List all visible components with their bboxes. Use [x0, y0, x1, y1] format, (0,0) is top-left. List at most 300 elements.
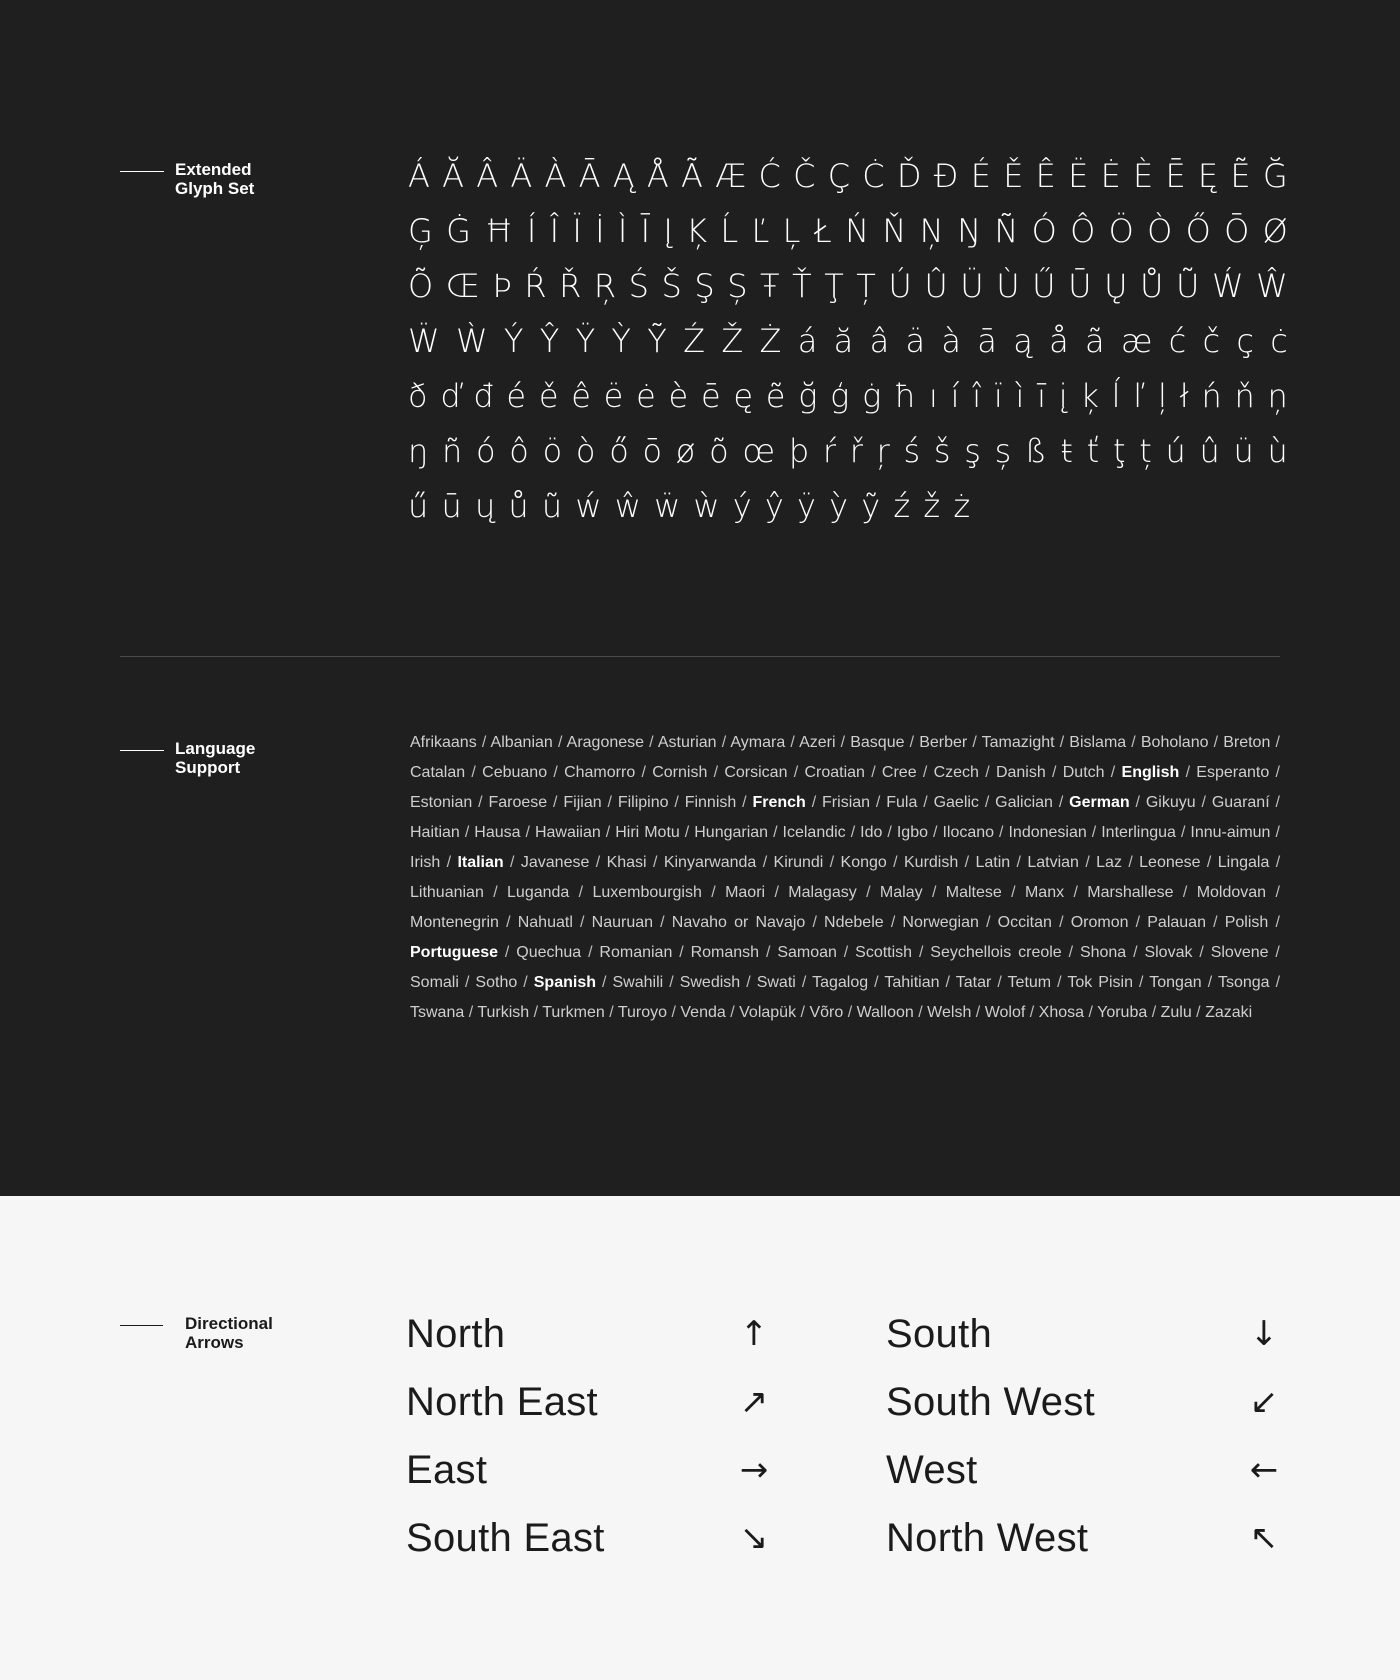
glyph: ő — [609, 431, 629, 470]
language-item: Cornish — [652, 764, 708, 781]
arrows-section-label — [120, 1314, 273, 1352]
direction-row — [406, 1504, 776, 1572]
language-item: Azeri — [799, 734, 836, 751]
language-separator: / — [660, 914, 665, 931]
glyph-set-label: Extended Glyph Set — [175, 160, 255, 198]
language-item: Czech — [933, 764, 979, 781]
glyph: è — [668, 376, 689, 415]
language-item: Latvian — [1027, 854, 1079, 871]
glyph: ř — [849, 431, 863, 470]
direction-row — [886, 1504, 1286, 1572]
glyph: ò — [575, 431, 596, 470]
language-item: Nauruan — [591, 914, 654, 931]
glyph: Ỳ — [611, 321, 631, 360]
language-item: Frisian — [822, 794, 871, 811]
glyph: ų — [474, 486, 496, 525]
direction-arrow-icon: ↖ — [1249, 1518, 1279, 1558]
glyph: Ū — [1068, 266, 1092, 305]
language-separator: / — [829, 854, 835, 871]
glyph: Ņ — [919, 211, 944, 250]
language-separator: / — [918, 1004, 923, 1021]
glyph: Ō — [1224, 211, 1250, 250]
language-item: Aymara — [730, 734, 786, 751]
language-separator: / — [866, 884, 871, 901]
language-item: Somali — [410, 974, 459, 991]
glyph: Ü — [960, 266, 984, 305]
glyph: ı — [928, 376, 938, 415]
language-item: Leonese — [1139, 854, 1201, 871]
language-item: Croatian — [804, 764, 865, 781]
glyph: Ț — [856, 266, 876, 305]
language-separator: / — [595, 854, 601, 871]
glyph: š — [933, 431, 951, 470]
glyph: Ė — [1100, 156, 1121, 195]
language-separator: / — [669, 974, 674, 991]
language-item: Cree — [881, 764, 917, 781]
language-separator: / — [471, 764, 476, 781]
glyph: ŕ — [822, 431, 837, 470]
language-item: Fijian — [563, 794, 602, 811]
glyph: É — [970, 156, 991, 195]
glyph-row — [408, 203, 1288, 258]
language-item: Norwegian — [902, 914, 979, 931]
language-item: Luxembourgish — [592, 884, 702, 901]
language-separator: / — [922, 764, 928, 781]
language-separator: / — [1201, 794, 1206, 811]
language-item: Hungarian — [694, 824, 769, 841]
language-item: Dutch — [1062, 764, 1105, 781]
glyph: Ų — [1104, 266, 1128, 305]
glyph: ċ — [1270, 321, 1288, 360]
glyph: Î — [549, 211, 560, 250]
language-separator: / — [553, 794, 558, 811]
language-item: Kirundi — [773, 854, 824, 871]
language-separator: / — [972, 734, 977, 751]
language-item: Slovak — [1144, 944, 1193, 961]
language-separator: / — [923, 794, 928, 811]
language-separator: / — [1185, 764, 1191, 781]
language-item: Tswana — [410, 1004, 465, 1021]
glyph: Ą — [612, 156, 635, 195]
glyph: à — [941, 321, 961, 360]
glyph: Ç — [827, 156, 851, 195]
glyph: ß — [1025, 431, 1047, 470]
glyph: Ŕ — [524, 266, 547, 305]
language-item: Corsican — [724, 764, 788, 781]
language-item: Irish — [410, 854, 441, 871]
language-separator: / — [999, 824, 1004, 841]
glyph: ă — [833, 321, 854, 360]
glyph: ń — [1201, 376, 1222, 415]
glyph: Ň — [882, 211, 907, 250]
glyph: Ẁ — [455, 321, 488, 360]
glyph: Ż — [759, 321, 782, 360]
language-separator: / — [1275, 944, 1280, 961]
glyph: Ũ — [1175, 266, 1200, 305]
language-item: Kinyarwanda — [663, 854, 757, 871]
glyph: Õ — [408, 266, 434, 305]
language-separator: / — [523, 974, 528, 991]
direction-arrow-icon: → — [739, 1450, 769, 1490]
glyph: é — [506, 376, 527, 415]
glyph: Ä — [510, 156, 533, 195]
language-item: Guaraní — [1211, 794, 1270, 811]
language-separator: / — [609, 1004, 614, 1021]
glyph: Ñ — [994, 211, 1019, 250]
glyph: Ŋ — [956, 211, 982, 250]
language-item: Slovene — [1210, 944, 1269, 961]
glyph: ė — [636, 376, 656, 415]
language-separator: / — [964, 854, 970, 871]
glyph: Ẽ — [1230, 156, 1251, 195]
glyph: Û — [924, 266, 948, 305]
glyph: ü — [1233, 431, 1254, 470]
language-section-label — [120, 739, 255, 777]
glyph: Ï — [572, 211, 582, 250]
glyph: Ž — [721, 321, 744, 360]
language-item: Filipino — [617, 794, 669, 811]
glyph: ũ — [541, 486, 563, 525]
language-separator: / — [1275, 854, 1281, 871]
glyph: Ķ — [686, 211, 708, 250]
language-separator: / — [1275, 914, 1280, 931]
direction-arrow-icon: ← — [1249, 1450, 1279, 1490]
glyph: ġ — [862, 376, 882, 415]
language-separator: / — [812, 914, 817, 931]
glyph: Æ — [715, 156, 747, 195]
glyph: ỳ — [829, 486, 849, 525]
glyph: Ú — [888, 266, 912, 305]
glyph: ì — [1015, 376, 1025, 415]
language-separator: / — [468, 1004, 474, 1021]
glyph: ā — [977, 321, 997, 360]
glyph-grid — [408, 148, 1288, 533]
language-item: German — [1069, 794, 1130, 811]
direction-arrow-icon: ↙ — [1249, 1382, 1279, 1422]
language-item: Italian — [457, 854, 504, 871]
label-line — [120, 171, 164, 172]
language-separator: / — [493, 884, 498, 901]
language-item: Romanian — [599, 944, 673, 961]
language-separator: / — [1011, 884, 1016, 901]
language-item: French — [752, 794, 806, 811]
direction-arrow-icon: ↓ — [1249, 1314, 1279, 1354]
glyph-row — [408, 478, 1288, 533]
language-separator: / — [679, 944, 684, 961]
glyph: ů — [508, 486, 529, 525]
language-item: Haitian — [410, 824, 460, 841]
language-separator: / — [506, 914, 511, 931]
language-item: Swedish — [679, 974, 741, 991]
language-separator: / — [464, 974, 470, 991]
glyph: æ — [1120, 321, 1153, 360]
language-separator: / — [1135, 914, 1141, 931]
language-item: Xhosa — [1038, 1004, 1085, 1021]
glyph: Ł — [813, 211, 832, 250]
direction-row — [886, 1300, 1286, 1368]
language-separator: / — [1199, 944, 1204, 961]
language-item: Nahuatl — [517, 914, 573, 931]
direction-row — [886, 1436, 1286, 1504]
arrows-right-column — [886, 1300, 1286, 1572]
glyph: Ġ — [446, 211, 471, 250]
language-separator: / — [874, 974, 879, 991]
glyph: Í — [526, 211, 537, 250]
glyph: î — [972, 376, 982, 415]
language-separator: / — [641, 764, 646, 781]
language-item: Turoyo — [617, 1004, 668, 1021]
glyph: Ā — [578, 156, 601, 195]
language-item: Interlingua — [1101, 824, 1176, 841]
glyph: ģ — [830, 376, 850, 415]
language-item: Hausa — [474, 824, 521, 841]
language-separator: / — [765, 944, 771, 961]
language-item: Võro — [809, 1004, 844, 1021]
language-separator: / — [1133, 944, 1138, 961]
language-item: Tok Pisin — [1067, 974, 1133, 991]
language-separator: / — [649, 734, 654, 751]
language-separator: / — [893, 854, 898, 871]
glyph: ū — [441, 486, 462, 525]
glyph: á — [797, 321, 818, 360]
glyph: ỹ — [861, 486, 881, 525]
language-separator: / — [1275, 974, 1281, 991]
glyph: Č — [793, 156, 816, 195]
glyph: ű — [408, 486, 429, 525]
glyph: Ē — [1165, 156, 1186, 195]
glyph: ħ — [894, 376, 917, 415]
language-item: Portuguese — [410, 944, 499, 961]
glyph: ð — [408, 376, 428, 415]
glyph: ž — [923, 486, 941, 525]
glyph: Į — [663, 211, 673, 250]
language-list — [410, 728, 1280, 1028]
language-item: Ilocano — [942, 824, 995, 841]
direction-row — [406, 1436, 776, 1504]
language-separator: / — [1275, 764, 1280, 781]
language-separator: / — [890, 914, 896, 931]
direction-arrow-icon: ↑ — [739, 1314, 769, 1354]
glyph: ŋ — [408, 431, 429, 470]
direction-name: North East — [406, 1379, 598, 1424]
glyph: ú — [1165, 431, 1186, 470]
glyph-row — [408, 313, 1288, 368]
language-item: Walloon — [856, 1004, 914, 1021]
glyph: ţ — [1112, 431, 1126, 470]
glyph: Ĺ — [720, 211, 739, 250]
glyph: ẽ — [765, 376, 786, 415]
glyph: ẁ — [693, 486, 720, 525]
language-item: Swahili — [612, 974, 664, 991]
direction-row — [886, 1368, 1286, 1436]
language-separator: / — [652, 854, 658, 871]
glyph: Ŵ — [1256, 266, 1288, 305]
language-separator: / — [746, 974, 751, 991]
glyph: Ś — [628, 266, 649, 305]
language-separator: / — [986, 914, 991, 931]
language-item: Quechua — [516, 944, 582, 961]
glyph: Ļ — [782, 211, 801, 250]
glyph: Ŧ — [760, 266, 780, 305]
language-item: Tamazight — [981, 734, 1055, 751]
language-separator: / — [931, 884, 937, 901]
language-separator: / — [1088, 1004, 1093, 1021]
language-separator: / — [446, 854, 452, 871]
language-item: Faroese — [488, 794, 548, 811]
glyph: đ — [473, 376, 494, 415]
glyph: č — [1202, 321, 1221, 360]
glyph: ż — [953, 486, 971, 525]
language-item: Malagasy — [788, 884, 857, 901]
language-separator: / — [1207, 974, 1213, 991]
glyph: Ğ — [1262, 156, 1288, 195]
language-item: Navaho or Navajo — [671, 914, 806, 931]
language-separator: / — [533, 1004, 539, 1021]
glyph: ś — [903, 431, 921, 470]
glyph: Ć — [758, 156, 781, 195]
glyph: Ẃ — [1211, 266, 1244, 305]
glyph: Œ — [445, 266, 480, 305]
glyph-row — [408, 258, 1288, 313]
glyph-row — [408, 423, 1288, 478]
language-separator: / — [481, 734, 487, 751]
glyph: Á — [408, 156, 430, 195]
glyph: ë — [603, 376, 624, 415]
language-item: Seychellois creole — [930, 944, 1062, 961]
glyph: Å — [646, 156, 669, 195]
language-separator: / — [1016, 854, 1021, 871]
direction-row — [406, 1300, 776, 1368]
language-item: Turkmen — [542, 1004, 605, 1021]
glyph-row — [408, 368, 1288, 423]
language-item: Scottish — [855, 944, 913, 961]
language-separator: / — [1068, 944, 1074, 961]
language-item: Malay — [879, 884, 923, 901]
language-item: Lithuanian — [410, 884, 484, 901]
glyph: Ş — [694, 266, 715, 305]
language-separator: / — [1151, 1004, 1157, 1021]
glyph: İ — [595, 211, 605, 250]
language-item: Berber — [919, 734, 968, 751]
language-separator: / — [850, 824, 856, 841]
language-separator: / — [713, 764, 719, 781]
language-item: Catalan — [410, 764, 466, 781]
language-item: Polish — [1224, 914, 1269, 931]
language-separator: / — [607, 794, 612, 811]
language-separator: / — [1139, 974, 1144, 991]
language-item: Moldovan — [1196, 884, 1267, 901]
language-separator: / — [1213, 734, 1219, 751]
language-separator: / — [674, 794, 679, 811]
language-separator: / — [1091, 824, 1097, 841]
glyph: ź — [893, 486, 911, 525]
glyph: Ê — [1035, 156, 1056, 195]
language-separator: / — [793, 764, 799, 781]
glyph: Ź — [683, 321, 706, 360]
language-separator: / — [1073, 884, 1078, 901]
language-separator: / — [1128, 854, 1133, 871]
language-separator: / — [730, 1004, 735, 1021]
glyph: Þ — [492, 266, 512, 305]
language-item: Javanese — [520, 854, 590, 871]
language-separator: / — [553, 764, 558, 781]
language-item: Kongo — [840, 854, 887, 871]
glyph: å — [1049, 321, 1069, 360]
glyph: Ţ — [824, 266, 844, 305]
language-separator: / — [773, 824, 778, 841]
glyph: Ó — [1031, 211, 1057, 250]
glyph: ä — [905, 321, 926, 360]
language-item: Tongan — [1149, 974, 1202, 991]
language-separator: / — [510, 854, 515, 871]
language-separator: / — [464, 824, 470, 841]
glyph: Ř — [559, 266, 582, 305]
language-separator: / — [774, 884, 779, 901]
language-separator: / — [984, 794, 990, 811]
language-separator: / — [605, 824, 611, 841]
language-item: Tahitian — [884, 974, 940, 991]
language-item: Hawaiian — [534, 824, 601, 841]
glyph: ŷ — [764, 486, 784, 525]
language-separator: / — [578, 884, 584, 901]
glyph: Ò — [1147, 211, 1173, 250]
direction-name: South — [886, 1311, 993, 1356]
language-item: Montenegrin — [410, 914, 499, 931]
glyph: Ì — [617, 211, 628, 250]
glyph: ý — [732, 486, 752, 525]
language-separator: / — [847, 1004, 853, 1021]
glyph: ù — [1267, 431, 1288, 470]
glyph: Ľ — [751, 211, 770, 250]
glyph: Ŗ — [593, 266, 617, 305]
language-separator: / — [1059, 734, 1065, 751]
language-item: Ndebele — [824, 914, 884, 931]
language-separator: / — [1131, 734, 1136, 751]
language-separator: / — [945, 974, 950, 991]
glyph: Ö — [1108, 211, 1134, 250]
direction-row — [406, 1368, 776, 1436]
glyph: Ë — [1068, 156, 1089, 195]
glyph: ę — [733, 376, 754, 415]
language-item: Cebuano — [482, 764, 548, 781]
glyph: ī — [1037, 376, 1046, 415]
language-separator: / — [1196, 1004, 1201, 1021]
glyph: í — [950, 376, 960, 415]
glyph: Ċ — [862, 156, 885, 195]
glyph: Ẅ — [408, 321, 440, 360]
glyph: Ń — [845, 211, 870, 250]
language-item: Turkish — [477, 1004, 530, 1021]
language-separator: / — [843, 944, 849, 961]
glyph: Ŷ — [539, 321, 560, 360]
language-item: English — [1121, 764, 1180, 781]
glyph: ŵ — [614, 486, 641, 525]
glyph: Ď — [896, 156, 922, 195]
language-separator: / — [1275, 884, 1280, 901]
glyph: Ø — [1262, 211, 1288, 250]
language-separator: / — [932, 824, 938, 841]
glyph: ø — [675, 431, 696, 470]
language-item: Latin — [975, 854, 1011, 871]
language-separator: / — [1057, 974, 1062, 991]
direction-name: East — [406, 1447, 488, 1492]
language-separator: / — [1275, 794, 1280, 811]
language-separator: / — [1135, 794, 1140, 811]
language-item: Khasi — [606, 854, 647, 871]
language-item: Romansh — [690, 944, 760, 961]
glyph: â — [869, 321, 890, 360]
direction-arrow-icon: ↘ — [739, 1518, 769, 1558]
